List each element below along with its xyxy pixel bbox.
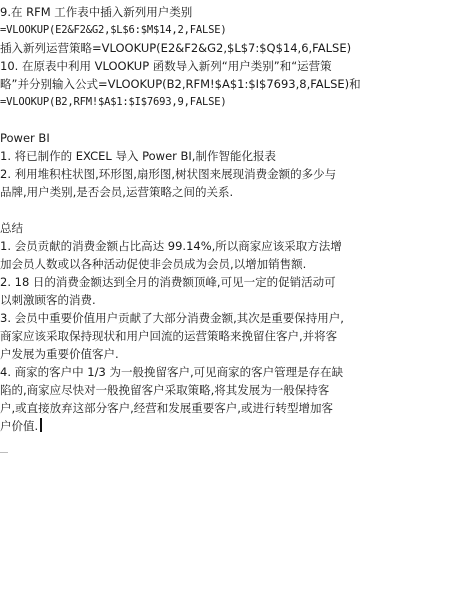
summary-4-line-2: 陷的,商家应尽快对一般挽留客户采取策略,将其发展为一般保持客: [0, 383, 330, 397]
summary-4-line-1: 4. 商家的客户中 1/3 为一般挽留客户,可见商家的客户管理是存在缺: [0, 365, 344, 379]
summary-3-line-3: 户发展为重要价值客户.: [0, 347, 119, 361]
summary-1-line-1: 1. 会员贡献的消费金额占比高达 99.14%,所以商家应该采取方法增: [0, 239, 342, 253]
summary-1-line-2: 加会员人数或以各种活动促使非会员成为会员,以增加销售额.: [0, 257, 307, 271]
step-10-line-3: =VLOOKUP(B2,RFM!$A$1:$I$7693,9,FALSE): [0, 96, 227, 108]
power-bi-item-2-line-2: 品牌,用户类别,是否会员,运营策略之间的关系.: [0, 185, 234, 199]
step-9-heading: 9.在 RFM 工作表中插入新列用户类别: [0, 5, 193, 19]
section-heading-power-bi: Power BI: [0, 131, 50, 145]
step-10-line-1: 10. 在原表中利用 VLOOKUP 函数导入新列“用户类别”和“运营策: [0, 59, 332, 73]
formula-operation-strategy: 插入新列运营策略=VLOOKUP(E2&F2&G2,$L$7:$Q$14,6,FALSE): [0, 41, 352, 55]
summary-3-line-1: 3. 会员中重要价值用户贡献了大部分消费金额,其次是重要保持用户,: [0, 311, 344, 325]
summary-2-line-1: 2. 18 日的消费金额达到全月的消费额顶峰,可见一定的促销活动可: [0, 275, 336, 289]
power-bi-item-1: 1. 将已制作的 EXCEL 导入 Power BI,制作智能化报表: [0, 149, 276, 163]
summary-4-line-4: [0, 418, 42, 434]
step-10-line-2: 略”并分别输入公式=VLOOKUP(B2,RFM!$A$1:$I$7693,8,FALSE)和: [0, 77, 361, 91]
margin-mark: [0, 452, 8, 453]
text-cursor[interactable]: [40, 418, 42, 432]
formula-user-category: =VLOOKUP(E2&F2&G2,$L$6:$M$14,2,FALSE): [0, 24, 227, 36]
power-bi-item-2-line-1: 2. 利用堆积柱状图,环形图,扇形图,树状图来展现消费金额的多少与: [0, 167, 337, 181]
summary-4-line-4-text: 户价值.: [0, 419, 39, 433]
summary-2-line-2: 以刺激顾客的消费.: [0, 293, 96, 307]
section-heading-summary: 总结: [0, 221, 23, 235]
summary-4-line-3: 户,或直接放弃这部分客户,经营和发展重要客户,或进行转型增加客: [0, 401, 333, 415]
summary-3-line-2: 商家应该采取保持现状和用户回流的运营策略来挽留住客户,并将客: [0, 329, 338, 343]
